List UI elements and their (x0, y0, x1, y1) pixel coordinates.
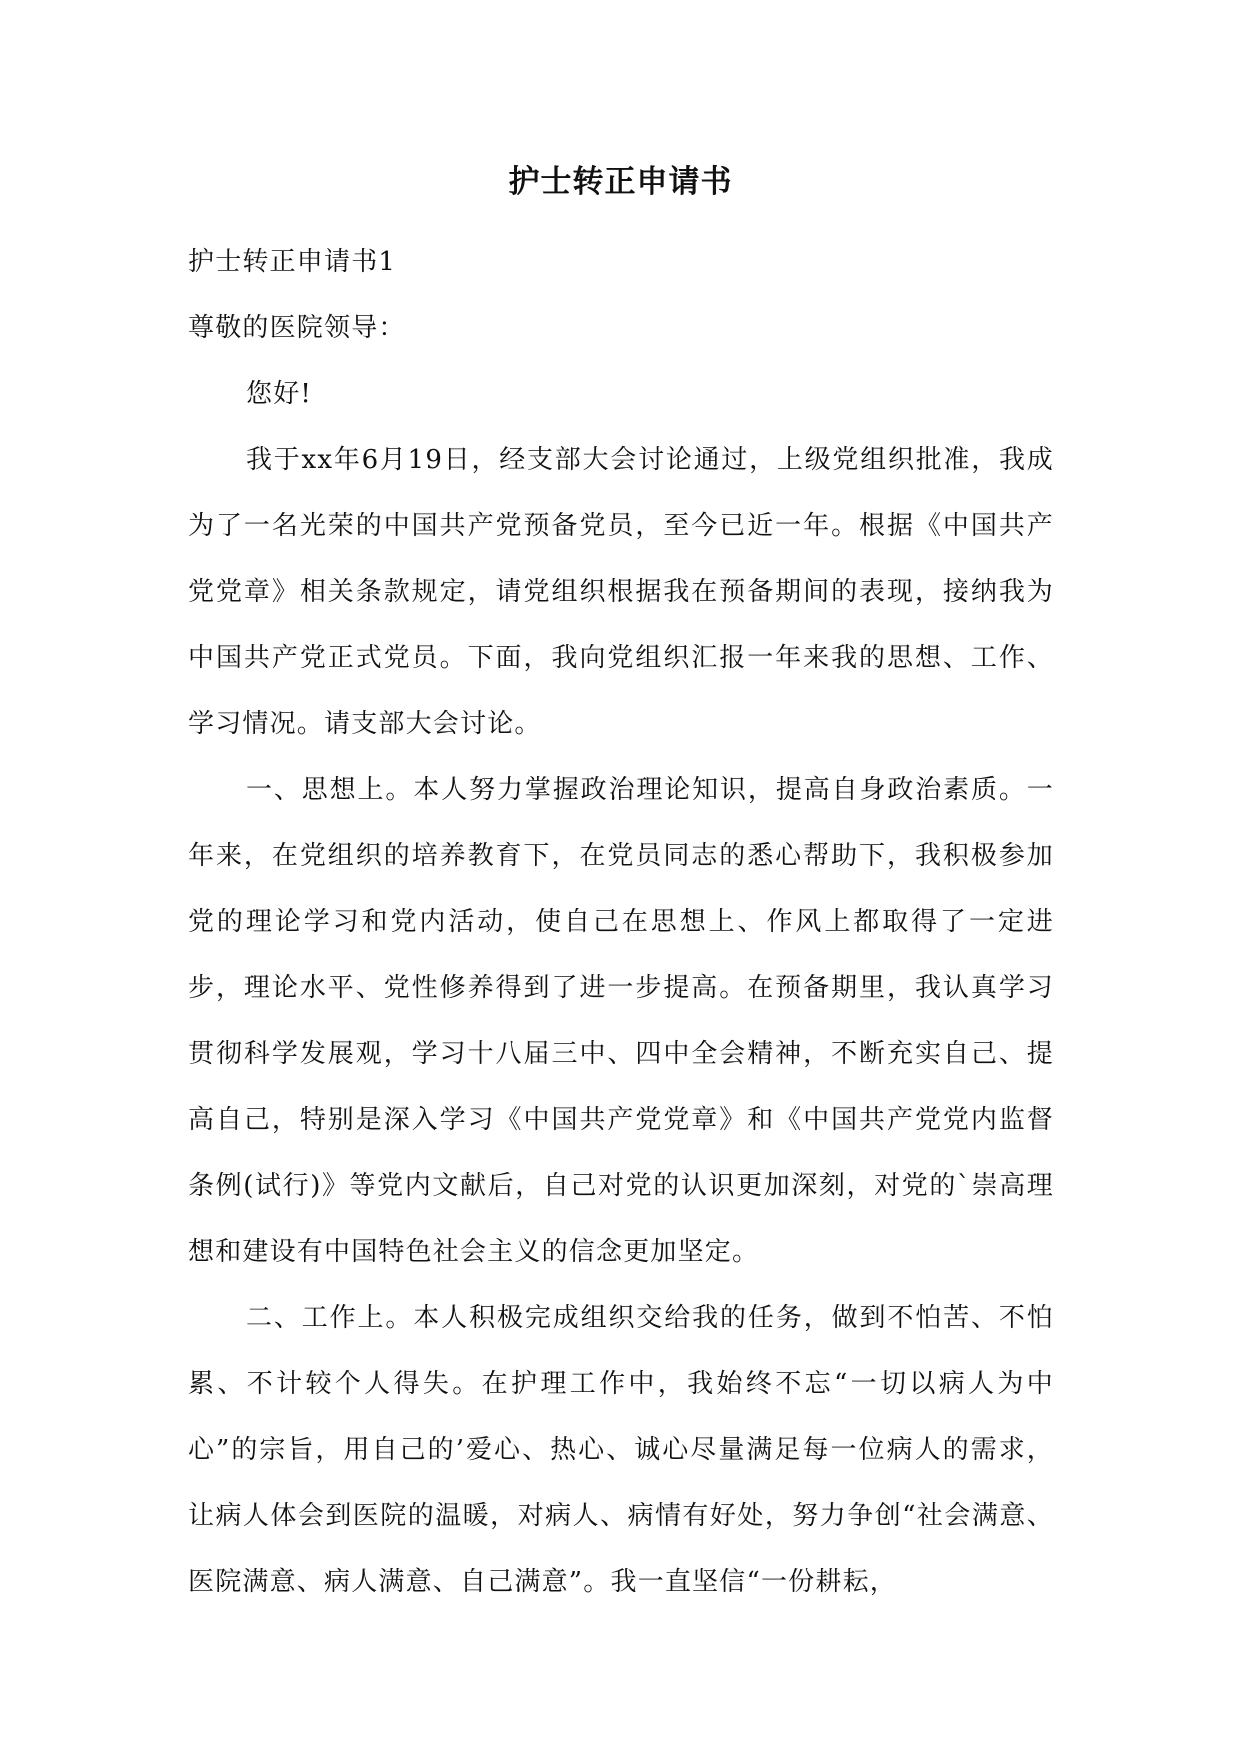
document-title: 护士转正申请书 (508, 164, 733, 200)
paragraph-intro: 我于xx年6月19日，经支部大会讨论通过，上级党组织批准，我成为了一名光荣的中国共产党预备党员，至今已近一年。根据《中国共产党党章》相关条款规定，请党组织根据我在预备期间的表现，接纳我为中国共产党正式党员。下面，我向党组织汇报一年来我的思想、工作、学习情况。请支部大会讨论。 (188, 445, 1054, 739)
paragraph-thought: 一、思想上。本人努力掌握政治理论知识，提高自身政治素质。一年来，在党组织的培养教育下，在党员同志的悉心帮助下，我积极参加党的理论学习和党内活动，使自己在思想上、作风上都取得了一定进步，理论水平、党性修养得到了进一步提高。在预备期里，我认真学习贯彻科学发展观，学习十八届三中、四中全会精神，不断充实自己、提高自己，特别是深入学习《中国共产党党章》和《中国共产党党内监督条例(试行)》等党内文献后，自己对党的认识更加深刻，对党的`崇高理想和建设有中国特色社会主义的信念更加坚定。 (188, 775, 1054, 1267)
greeting: 您好! (246, 379, 313, 409)
salutation: 尊敬的医院领导： (188, 313, 406, 343)
document-subtitle: 护士转正申请书1 (188, 247, 397, 277)
document-body (188, 229, 1054, 1615)
paragraph-work: 二、工作上。本人积极完成组织交给我的任务，做到不怕苦、不怕累、不计较个人得失。在护理工作中，我始终不忘“一切以病人为中心”的宗旨，用自己的’爱心、热心、诚心尽量满足每一位病人的需求，让病人体会到医院的温暖，对病人、病情有好处，努力争创“社会满意、医院满意、病人满意、自己满意”。我一直坚信“一份耕耘， (188, 1303, 1054, 1597)
